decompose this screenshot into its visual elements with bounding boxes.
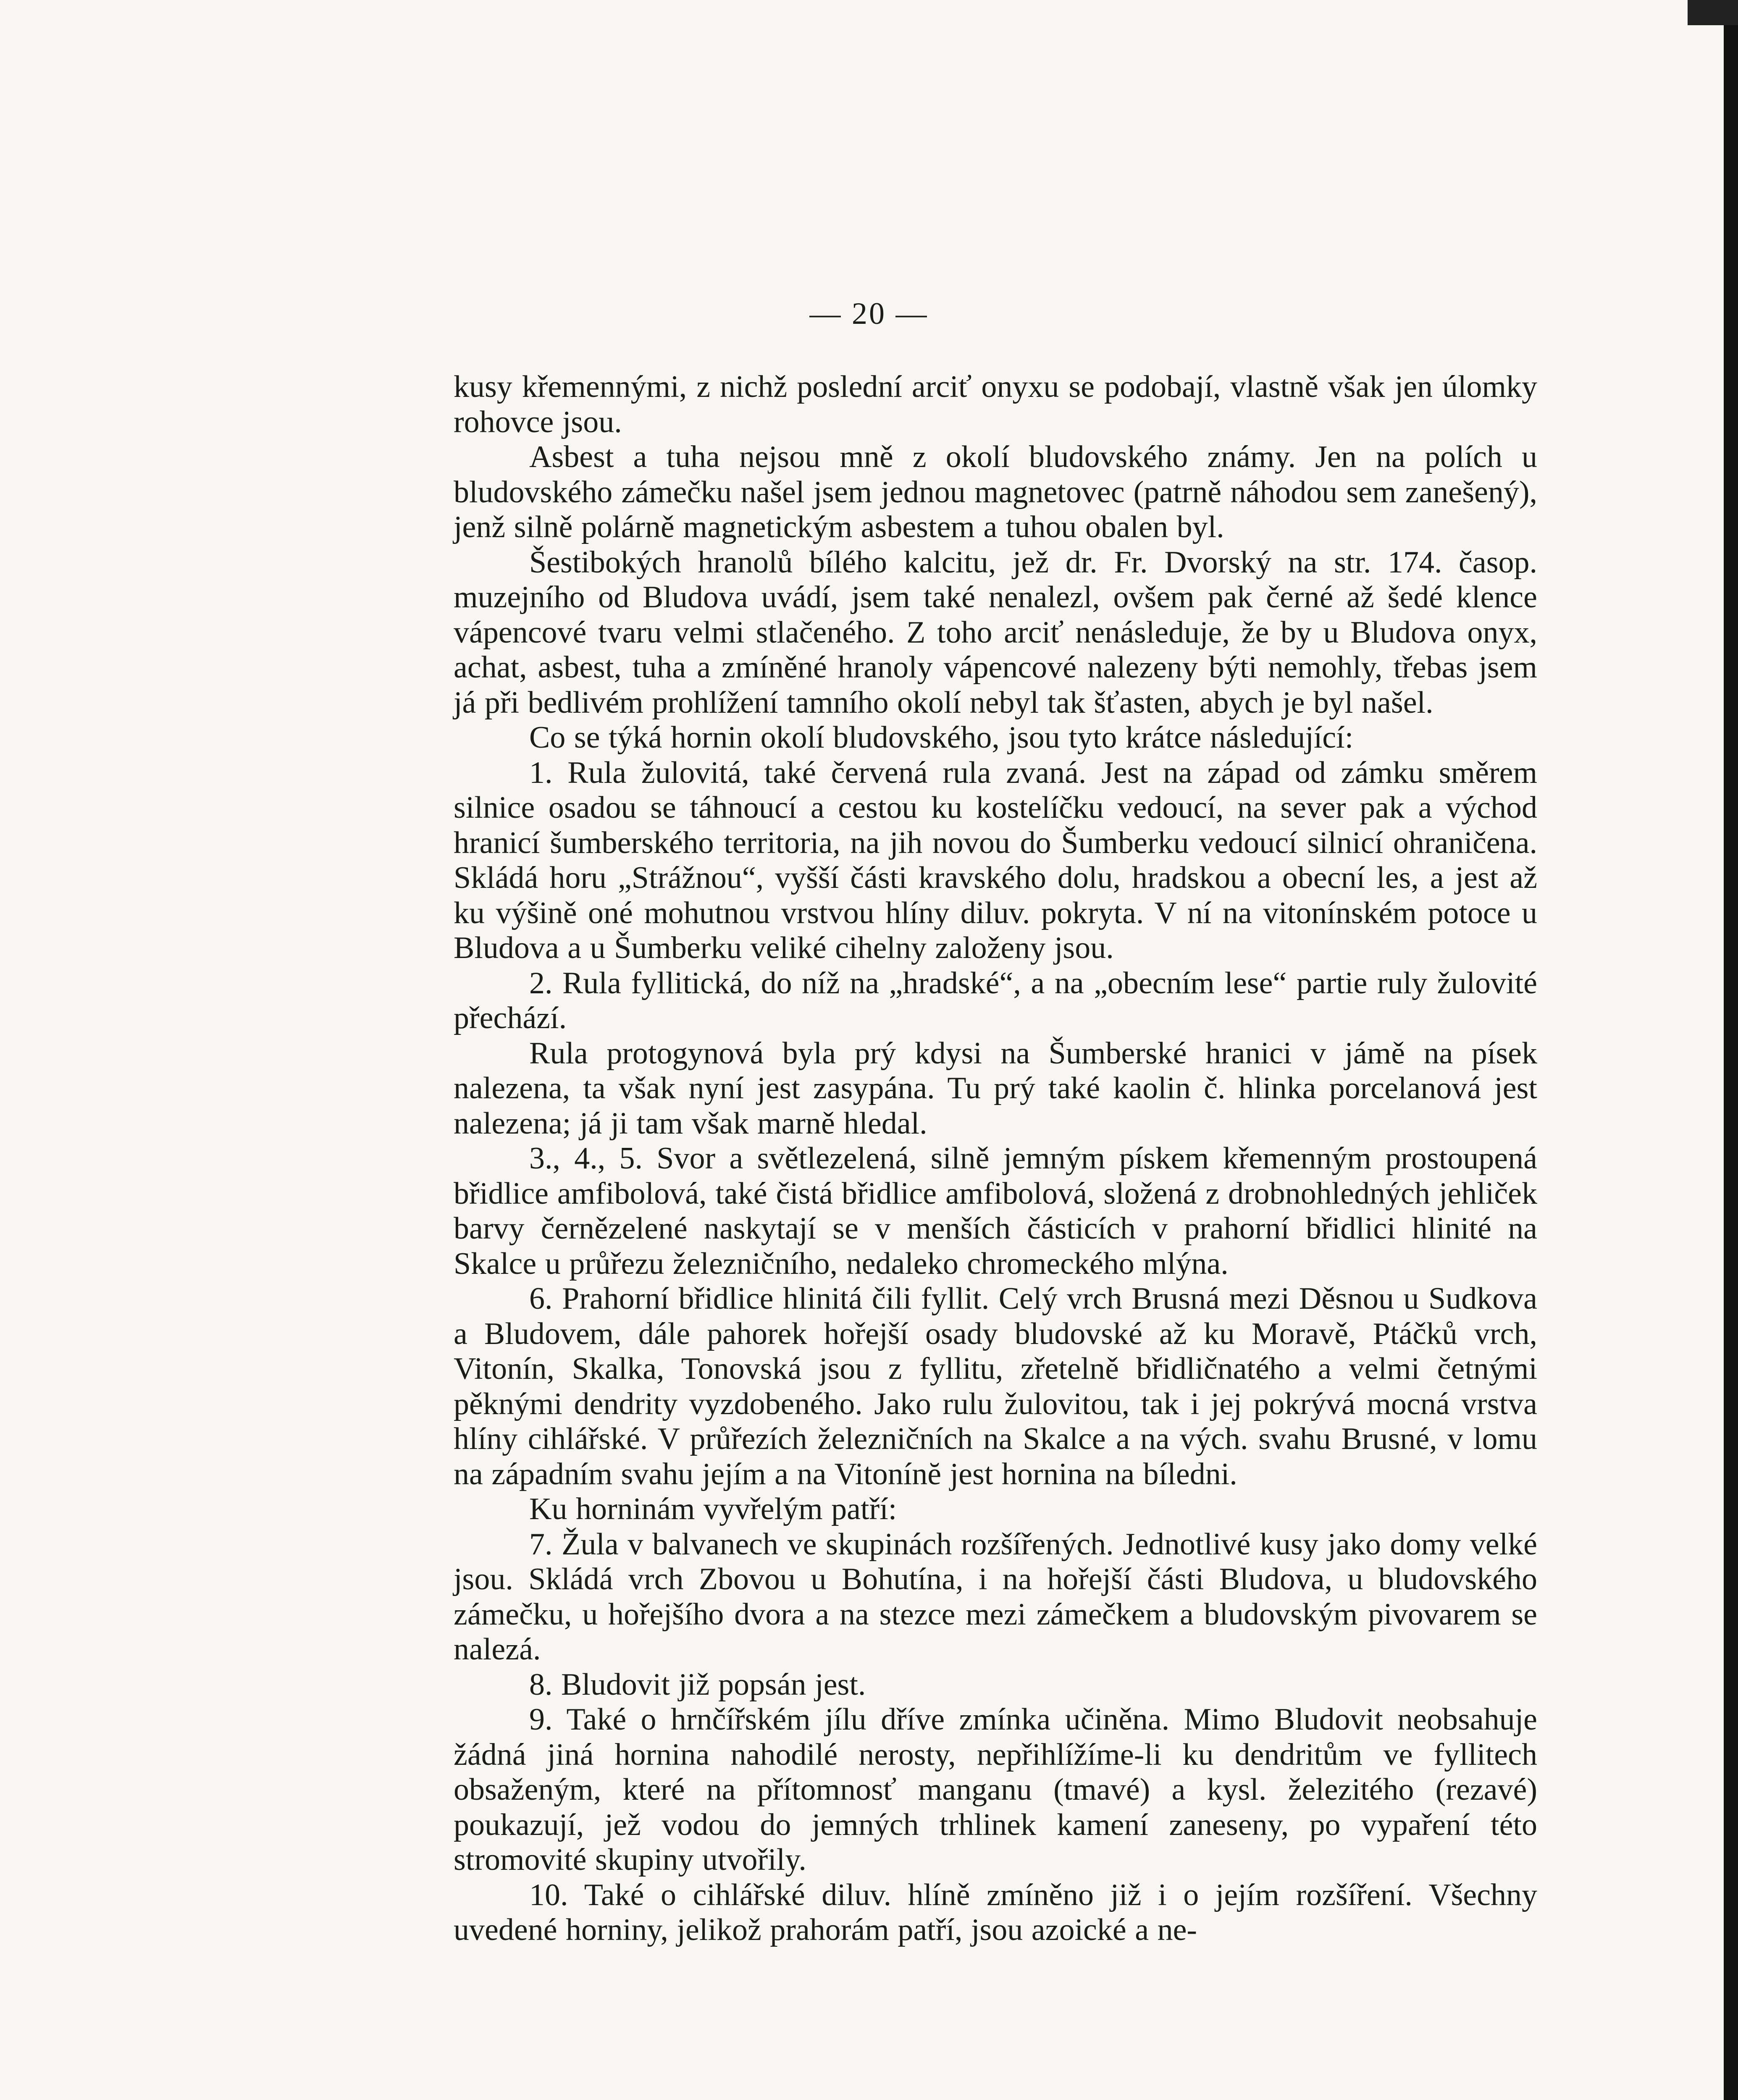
paragraph-13: 9. Také o hrnčířském jílu dříve zmínka učiněna. Mimo Bludovit neobsahuje žádná jiná hornina nahodilé nerosty, nepřihlížíme-li ku dendritům ve fyllitech obsaženým, které na přítomnosť manganu (tmavé) a kysl. železitého (rezavé) poukazují, jež vodou do jemných trhlinek kamení zaneseny, po vypaření této stromovité skupiny utvořily. [454, 1702, 1537, 1877]
paragraph-11: 7. Žula v balvanech ve skupinách rozšířených. Jednotlivé kusy jako domy velké jsou. Skládá vrch Zbovou u Bohutína, i na hořejší části Bludova, u bludovského zámečku, u hořejšího dvora a na stezce mezi zámečkem a bludovským pivovarem se nalezá. [454, 1527, 1537, 1667]
paragraph-4: Co se týká hornin okolí bludovského, jsou tyto krátce následující: [529, 720, 1354, 755]
paragraph-6: 2. Rula fyllitická, do níž na „hradské“, a na „obecním lese“ partie ruly žulovité přechází. [454, 966, 1537, 1035]
scan-edge-corner [1688, 0, 1738, 25]
paragraph-5: 1. Rula žulovitá, také červená rula zvaná. Jest na západ od zámku směrem silnice osadou se táhnoucí a cestou ku kostelíčku vedoucí, na sever pak a východ hranicí šumberského territoria, na jih novou do Šumberku vedoucí silnicí ohraničena. Skládá horu „Strážnou“, vyšší části kravského dolu, hradskou a obecní les, a jest až ku výšině oné mohutnou vrstvou hlíny diluv. pokryta. V ní na vitonínském potoce u Bludova a u Šumberku veliké cihelny založeny jsou. [454, 755, 1537, 965]
paragraph-7: Rula protogynová byla prý kdysi na Šumberské hranici v jámě na písek nalezena, ta však nyní jest zasypána. Tu prý také kaolin č. hlinka porcelanová jest nalezena; já ji tam však marně hledal. [454, 1036, 1537, 1141]
page-body [454, 370, 1537, 1948]
paragraph-8: 3., 4., 5. Svor a světlezelená, silně jemným pískem křemenným prostoupená břidlice amfibolová, také čistá břidlice amfibolová, složená z drobnohledných jehliček barvy černězelené naskytají se v menších částicích v prahorní břidlici hlinité na Skalce u průřezu železničního, nedaleko chromeckého mlýna. [454, 1141, 1537, 1281]
paragraph-3: Šestibokých hranolů bílého kalcitu, jež dr. Fr. Dvorský na str. 174. časop. muzejního od Bludova uvádí, jsem také nenalezl, ovšem pak černé až šedé klence vápencové tvaru velmi stlačeného. Z toho arciť nenásleduje, že by u Bludova onyx, achat, asbest, tuha a zmíněné hranoly vápencové nalezeny býti nemohly, třebas jsem já při bedlivém prohlížení tamního okolí nebyl tak šťasten, abych je byl našel. [454, 545, 1537, 720]
paragraph-9: 6. Prahorní břidlice hlinitá čili fyllit. Celý vrch Brusná mezi Děsnou u Sudkova a Bludovem, dále pahorek hořejší osady bludovské až ku Moravě, Ptáčků vrch, Vitonín, Skalka, Tonovská jsou z fyllitu, zřetelně břidličnatého a velmi četnými pěknými dendrity vyzdobeného. Jako rulu žulovitou, tak i jej pokrývá mocná vrstva hlíny cihlářské. V průřezích železničních na Skalce a na vých. svahu Brusné, v lomu na západním svahu jejím a na Vitonínĕ jest hornina na bíledni. [454, 1281, 1537, 1491]
paragraph-14: 10. Také o cihlářské diluv. hlíně zmíněno již i o jejím rozšíření. Všechny uvedené horniny, jelikož prahorám patří, jsou azoické a ne- [454, 1877, 1537, 1947]
paragraph-2: Asbest a tuha nejsou mně z okolí bludovského známy. Jen na polích u bludovského zámečku našel jsem jednou magnetovec (patrně náhodou sem zanešený), jenž silně polárně magnetickým asbestem a tuhou obalen byl. [454, 440, 1537, 544]
page-number: — 20 — [809, 297, 929, 331]
paragraph-1: kusy křemennými, z nichž poslední arciť onyxu se podobají, vlastně však jen úlomky rohovce jsou. [454, 370, 1537, 439]
paragraph-12: 8. Bludovit již popsán jest. [529, 1667, 866, 1702]
paragraph-10: Ku horninám vyvřelým patří: [529, 1492, 897, 1526]
